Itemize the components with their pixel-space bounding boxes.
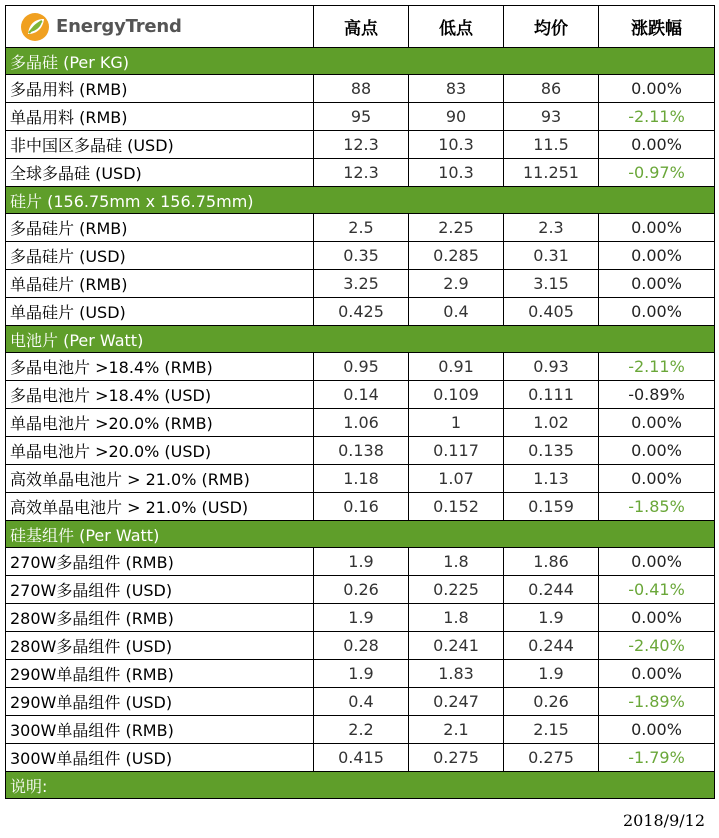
avg-price: 1.9: [504, 604, 599, 632]
product-name: 多晶硅片 (RMB): [6, 214, 314, 242]
product-name: 单晶电池片 >20.0% (RMB): [6, 409, 314, 437]
avg-price: 0.93: [504, 353, 599, 381]
price-change: 0.00%: [599, 75, 715, 103]
product-name: 多晶电池片 >18.4% (RMB): [6, 353, 314, 381]
leaf-logo-icon: [20, 12, 50, 42]
high-price: 3.25: [314, 270, 409, 298]
low-price: 0.241: [409, 632, 504, 660]
brand-logo: [20, 12, 309, 42]
product-name: 300W单晶组件 (USD): [6, 744, 314, 772]
price-change: 0.00%: [599, 298, 715, 326]
high-price: 2.5: [314, 214, 409, 242]
product-name: 全球多晶硅 (USD): [6, 159, 314, 187]
section-title: 硅片 (156.75mm x 156.75mm): [6, 187, 715, 214]
avg-price: 0.111: [504, 381, 599, 409]
price-change: -2.40%: [599, 632, 715, 660]
price-row: [6, 381, 715, 409]
section-row: [6, 187, 715, 214]
high-price: 0.28: [314, 632, 409, 660]
product-name: 270W多晶组件 (USD): [6, 576, 314, 604]
avg-price: 2.15: [504, 716, 599, 744]
price-row: [6, 744, 715, 772]
product-name: 单晶用料 (RMB): [6, 103, 314, 131]
price-change: 0.00%: [599, 131, 715, 159]
price-row: [6, 548, 715, 576]
product-name: 290W单晶组件 (USD): [6, 688, 314, 716]
low-price: 0.247: [409, 688, 504, 716]
low-price: 10.3: [409, 131, 504, 159]
avg-price: 1.9: [504, 660, 599, 688]
low-price: 2.25: [409, 214, 504, 242]
avg-price: 11.5: [504, 131, 599, 159]
low-price: 90: [409, 103, 504, 131]
avg-price: 1.02: [504, 409, 599, 437]
price-change: 0.00%: [599, 660, 715, 688]
low-price: 2.1: [409, 716, 504, 744]
price-change: 0.00%: [599, 716, 715, 744]
price-change: 0.00%: [599, 214, 715, 242]
price-change: -0.97%: [599, 159, 715, 187]
high-price: 1.9: [314, 604, 409, 632]
low-price: 0.225: [409, 576, 504, 604]
high-price: 0.35: [314, 242, 409, 270]
avg-price: 2.3: [504, 214, 599, 242]
product-name: 单晶硅片 (USD): [6, 298, 314, 326]
header-avg: 均价: [504, 6, 599, 48]
price-change: -2.11%: [599, 103, 715, 131]
product-name: 非中国区多晶硅 (USD): [6, 131, 314, 159]
high-price: 0.16: [314, 493, 409, 521]
low-price: 0.285: [409, 242, 504, 270]
price-row: [6, 409, 715, 437]
price-change: 0.00%: [599, 270, 715, 298]
high-price: 0.26: [314, 576, 409, 604]
brand-name: EnergyTrend: [56, 16, 182, 37]
header-high: 高点: [314, 6, 409, 48]
low-price: 0.109: [409, 381, 504, 409]
section-row: [6, 326, 715, 353]
price-row: [6, 159, 715, 187]
report-date: 2018/9/12: [622, 811, 705, 830]
product-name: 高效单晶电池片 > 21.0% (RMB): [6, 465, 314, 493]
high-price: 0.4: [314, 688, 409, 716]
price-row: [6, 103, 715, 131]
product-name: 多晶用料 (RMB): [6, 75, 314, 103]
avg-price: 3.15: [504, 270, 599, 298]
high-price: 0.138: [314, 437, 409, 465]
section-title: 电池片 (Per Watt): [6, 326, 715, 353]
high-price: 1.18: [314, 465, 409, 493]
high-price: 0.95: [314, 353, 409, 381]
low-price: 1.8: [409, 604, 504, 632]
low-price: 1.83: [409, 660, 504, 688]
high-price: 95: [314, 103, 409, 131]
header-row: [6, 6, 715, 48]
high-price: 2.2: [314, 716, 409, 744]
low-price: 2.9: [409, 270, 504, 298]
high-price: 1.06: [314, 409, 409, 437]
high-price: 12.3: [314, 131, 409, 159]
high-price: 0.425: [314, 298, 409, 326]
header-change: 涨跌幅: [599, 6, 715, 48]
high-price: 12.3: [314, 159, 409, 187]
low-price: 0.152: [409, 493, 504, 521]
price-change: 0.00%: [599, 437, 715, 465]
avg-price: 0.275: [504, 744, 599, 772]
low-price: 83: [409, 75, 504, 103]
price-row: [6, 632, 715, 660]
price-change: 0.00%: [599, 604, 715, 632]
price-row: [6, 716, 715, 744]
section-title: 多晶硅 (Per KG): [6, 48, 715, 75]
price-row: [6, 214, 715, 242]
price-change: -1.85%: [599, 493, 715, 521]
product-name: 高效单晶电池片 > 21.0% (USD): [6, 493, 314, 521]
low-price: 0.4: [409, 298, 504, 326]
price-row: [6, 576, 715, 604]
product-name: 单晶硅片 (RMB): [6, 270, 314, 298]
price-change: -0.41%: [599, 576, 715, 604]
high-price: 88: [314, 75, 409, 103]
price-change: -1.79%: [599, 744, 715, 772]
price-table-body: [6, 6, 715, 799]
low-price: 0.91: [409, 353, 504, 381]
price-change: -2.11%: [599, 353, 715, 381]
avg-price: 0.31: [504, 242, 599, 270]
price-change: 0.00%: [599, 465, 715, 493]
product-name: 270W多晶组件 (RMB): [6, 548, 314, 576]
avg-price: 0.135: [504, 437, 599, 465]
price-row: [6, 270, 715, 298]
price-row: [6, 604, 715, 632]
notes-label: 说明:: [6, 772, 715, 799]
price-row: [6, 660, 715, 688]
product-name: 280W多晶组件 (RMB): [6, 604, 314, 632]
low-price: 10.3: [409, 159, 504, 187]
low-price: 1: [409, 409, 504, 437]
low-price: 1.8: [409, 548, 504, 576]
price-table: [5, 5, 715, 799]
avg-price: 0.159: [504, 493, 599, 521]
avg-price: 1.86: [504, 548, 599, 576]
price-change: -0.89%: [599, 381, 715, 409]
low-price: 0.117: [409, 437, 504, 465]
section-title: 硅基组件 (Per Watt): [6, 521, 715, 548]
avg-price: 11.251: [504, 159, 599, 187]
price-change: 0.00%: [599, 409, 715, 437]
notes-row: [6, 772, 715, 799]
product-name: 300W单晶组件 (RMB): [6, 716, 314, 744]
high-price: 0.14: [314, 381, 409, 409]
section-row: [6, 521, 715, 548]
avg-price: 93: [504, 103, 599, 131]
header-low: 低点: [409, 6, 504, 48]
price-change: 0.00%: [599, 242, 715, 270]
price-row: [6, 242, 715, 270]
high-price: 1.9: [314, 548, 409, 576]
product-name: 单晶电池片 >20.0% (USD): [6, 437, 314, 465]
low-price: 0.275: [409, 744, 504, 772]
avg-price: 0.26: [504, 688, 599, 716]
price-row: [6, 688, 715, 716]
price-row: [6, 465, 715, 493]
product-name: 280W多晶组件 (USD): [6, 632, 314, 660]
high-price: 1.9: [314, 660, 409, 688]
price-row: [6, 75, 715, 103]
price-row: [6, 493, 715, 521]
product-name: 多晶硅片 (USD): [6, 242, 314, 270]
section-row: [6, 48, 715, 75]
price-row: [6, 298, 715, 326]
price-row: [6, 437, 715, 465]
avg-price: 0.244: [504, 576, 599, 604]
product-name: 290W单晶组件 (RMB): [6, 660, 314, 688]
price-row: [6, 131, 715, 159]
avg-price: 86: [504, 75, 599, 103]
product-name: 多晶电池片 >18.4% (USD): [6, 381, 314, 409]
low-price: 1.07: [409, 465, 504, 493]
logo-cell: [6, 6, 314, 48]
high-price: 0.415: [314, 744, 409, 772]
price-row: [6, 353, 715, 381]
price-change: -1.89%: [599, 688, 715, 716]
price-change: 0.00%: [599, 548, 715, 576]
avg-price: 0.405: [504, 298, 599, 326]
avg-price: 0.244: [504, 632, 599, 660]
avg-price: 1.13: [504, 465, 599, 493]
